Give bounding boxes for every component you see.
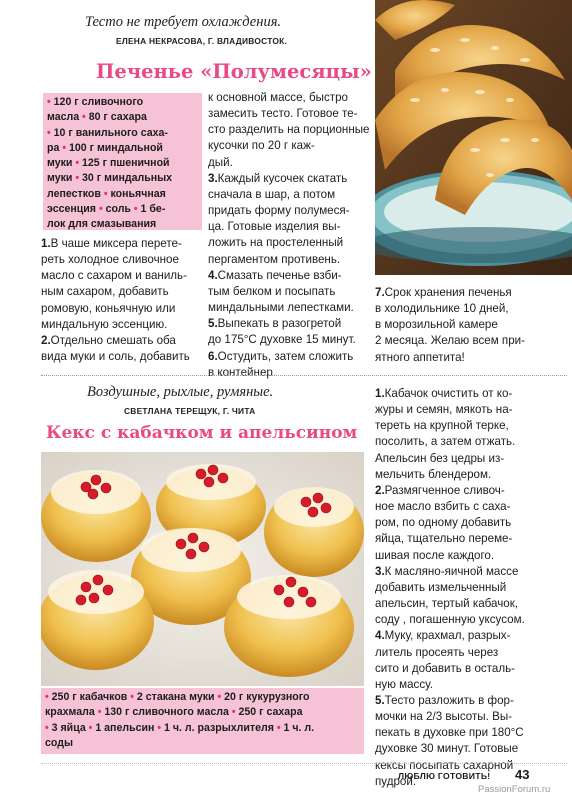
step-line: придать форму полумеся- bbox=[208, 204, 350, 218]
section-divider bbox=[41, 375, 567, 376]
recipe1-steps-col2 bbox=[208, 90, 372, 381]
recipe2-author: СВЕТЛАНА ТЕРЕЩУК, Г. ЧИТА bbox=[124, 406, 256, 416]
recipe1-steps-col3 bbox=[375, 285, 565, 366]
step-line: кусочки по 20 г каж- bbox=[208, 139, 315, 153]
ingredient-line: муки • 30 г миндальных bbox=[47, 172, 173, 185]
step-line: сто разделить на порционные bbox=[208, 123, 370, 137]
step-line: Апельсин без цедры из- bbox=[375, 451, 505, 465]
ingredient-line: • 10 г ванильного саха- bbox=[47, 126, 168, 139]
step-line: в контейнер. bbox=[208, 365, 277, 379]
step-line: 7.Срок хранения печенья bbox=[375, 286, 512, 299]
step-line: ца. Готовые изделия вы- bbox=[208, 220, 341, 234]
recipe1-title: Печенье «Полумесяцы» bbox=[96, 60, 372, 83]
ingredient-line: масла • 80 г сахара bbox=[47, 111, 147, 124]
step-line: ную массу. bbox=[375, 677, 433, 691]
step-line: 2.Размягченное сливоч- bbox=[375, 483, 505, 497]
step-line: посолить, а затем отжать. bbox=[375, 435, 516, 449]
step-line: пергаментом противень. bbox=[208, 252, 341, 266]
step-line: до 175°С духовке 15 минут. bbox=[208, 333, 356, 347]
footer-divider bbox=[41, 763, 567, 764]
step-line: духовке 30 минут. Готовые bbox=[375, 742, 519, 756]
step-line: 5.Тесто разложить в фор- bbox=[375, 693, 514, 707]
recipe2-tagline: Воздушные, рыхлые, румяные. bbox=[87, 384, 274, 400]
ingredient-line: соды bbox=[45, 736, 73, 749]
step-line: кексы посыпать сахарной bbox=[375, 758, 514, 772]
step-line: ром, по одному добавить bbox=[375, 516, 512, 530]
step-line: добавить измельченный bbox=[375, 580, 507, 594]
recipe2-title: Кекс с кабачком и апельсином bbox=[46, 423, 358, 443]
step-line: пудрой. bbox=[375, 774, 417, 788]
step-line: сито и добавить в осталь- bbox=[375, 661, 515, 675]
ingredient-line: • 120 г сливочного bbox=[47, 96, 144, 108]
step-line: в морозильной камере bbox=[375, 318, 498, 332]
cookie-photo bbox=[375, 0, 572, 275]
footer-magazine: ЛЮБЛЮ ГОТОВИТЬ! bbox=[398, 771, 491, 781]
ingredient-line: • 250 г кабачков • 2 стакана муки • 20 г кукурузного bbox=[45, 691, 310, 703]
recipe1-author: ЕЛЕНА НЕКРАСОВА, Г. ВЛАДИВОСТОК. bbox=[116, 36, 288, 46]
step-line: 3.К масляно-яичной массе bbox=[375, 564, 519, 578]
step-line: масло с сахаром и ваниль- bbox=[41, 269, 187, 283]
step-line: ным сахаром, добавить bbox=[41, 285, 169, 299]
ingredient-line: • 3 яйца • 1 апельсин • 1 ч. л. разрыхлителя • 1 ч. л. bbox=[45, 721, 315, 734]
step-line: яйца, тщательно переме- bbox=[375, 532, 513, 546]
step-line: реть холодное сливочное bbox=[41, 253, 179, 267]
page-number: 43 bbox=[515, 767, 530, 782]
step-line: миндальными лепестками. bbox=[208, 301, 354, 315]
step-line: ромовую, коньячную или bbox=[41, 301, 176, 315]
recipe1-ingredients bbox=[43, 93, 202, 230]
step-line: 2.Отдельно смешать оба bbox=[41, 333, 176, 347]
step-line: 2 месяца. Желаю всем при- bbox=[375, 334, 525, 348]
step-line: 6.Остудить, затем сложить bbox=[208, 349, 354, 363]
step-line: журы и семян, мякоть на- bbox=[375, 403, 513, 417]
step-line: сначала в шар, а потом bbox=[208, 187, 336, 201]
ingredient-line: муки • 125 г пшеничной bbox=[47, 157, 170, 170]
step-line: замесить тесто. Готовое те- bbox=[208, 107, 358, 121]
step-line: апельсин, тертый кабачок, bbox=[375, 597, 518, 611]
step-line: 1.В чаше миксера перете- bbox=[41, 237, 182, 250]
ingredient-line: эссенция • соль • 1 бе- bbox=[47, 203, 166, 216]
ingredient-line: лок для смазывания bbox=[47, 218, 157, 231]
step-line: 4.Муку, крахмал, разрых- bbox=[375, 629, 511, 643]
watermark: PassionForum.ru bbox=[478, 784, 551, 795]
step-line: 3.Каждый кусочек скатать bbox=[208, 171, 348, 185]
recipe2-steps bbox=[375, 386, 567, 790]
muffin-photo bbox=[41, 452, 364, 686]
step-line: ложить на простеленный bbox=[208, 236, 344, 250]
step-line: тым белком и посыпать bbox=[208, 284, 336, 298]
step-line: ное масло взбить с саха- bbox=[375, 500, 511, 514]
step-line: в холодильнике 10 дней, bbox=[375, 302, 509, 316]
recipe1-steps-col1 bbox=[41, 236, 205, 365]
step-line: 1.Кабачок очистить от ко- bbox=[375, 387, 513, 400]
ingredient-line: ра • 100 г миндальной bbox=[47, 141, 163, 154]
step-line: мельчить блендером. bbox=[375, 467, 492, 481]
step-line: литель просеять через bbox=[375, 645, 499, 659]
step-line: тереть на крупной терке, bbox=[375, 419, 509, 433]
step-line: к основной массе, быстро bbox=[208, 91, 348, 104]
step-line: пекать в духовке при 180°С bbox=[375, 726, 524, 740]
step-line: шивая после каждого. bbox=[375, 548, 495, 562]
step-line: ятного аппетита! bbox=[375, 350, 465, 364]
step-line: мочки на 2/3 высоты. Вы- bbox=[375, 710, 513, 724]
step-line: 5.Выпекать в разогретой bbox=[208, 317, 342, 331]
recipe2-ingredients bbox=[41, 688, 364, 754]
ingredient-line: лепестков • коньячная bbox=[47, 187, 166, 200]
step-line: миндальную эссенцию. bbox=[41, 317, 168, 331]
step-line: дый. bbox=[208, 155, 233, 169]
step-line: соду , погашенную уксусом. bbox=[375, 613, 525, 627]
step-line: вида муки и соль, добавить bbox=[41, 350, 190, 364]
step-line: 4.Смазать печенье взби- bbox=[208, 268, 342, 282]
recipe1-tagline: Тесто не требует охлаждения. bbox=[85, 14, 282, 30]
ingredient-line: крахмала • 130 г сливочного масла • 250 г сахара bbox=[45, 706, 303, 719]
